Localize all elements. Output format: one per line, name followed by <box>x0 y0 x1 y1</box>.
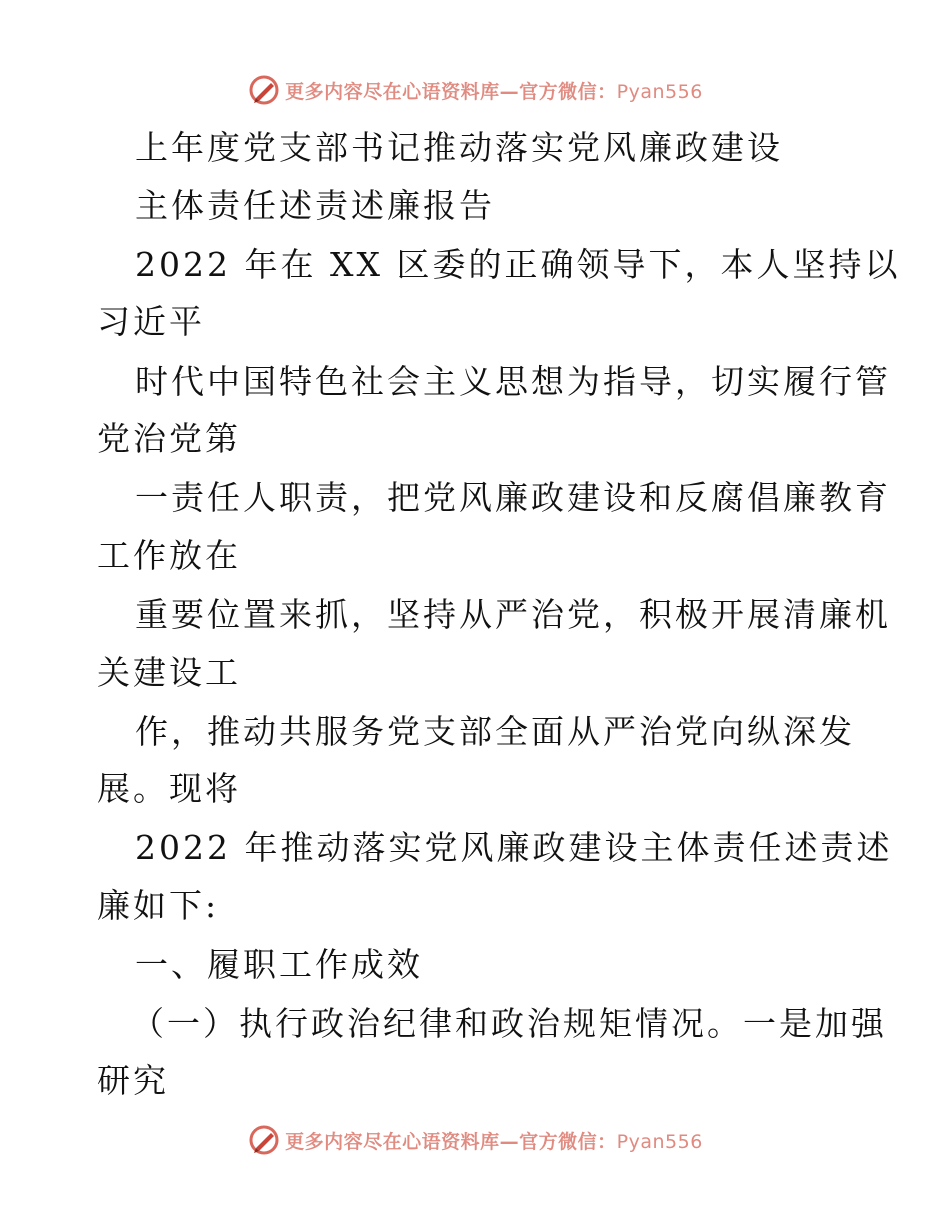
watermark-header <box>0 70 950 110</box>
body-line: 展。现将 <box>97 769 241 808</box>
watermark-text: 更多内容尽在心语资料库—官方微信：Pyan556 <box>285 80 703 103</box>
body-line: 重要位置来抓，坚持从严治党，积极开展清廉机 <box>135 595 891 634</box>
document-title-line-2: 主体责任述责述廉报告 <box>135 186 495 225</box>
body-line: 关建设工 <box>97 653 241 692</box>
subsection-heading: （一）执行政治纪律和政治规矩情况。一是加强 <box>131 1004 887 1043</box>
body-line: 工作放在 <box>97 536 241 575</box>
body-line: 2022 年推动落实党风廉政建设主体责任述责述 <box>135 828 893 867</box>
body-line: 2022 年在 XX 区委的正确领导下，本人坚持以 <box>135 245 901 284</box>
body-line: 党治党第 <box>97 419 241 458</box>
pen-seal-icon <box>247 73 281 107</box>
body-line: 研究 <box>97 1061 169 1100</box>
body-line: 廉如下: <box>97 886 220 925</box>
body-line: 一责任人职责，把党风廉政建设和反腐倡廉教育 <box>135 478 891 517</box>
body-line: 作，推动共服务党支部全面从严治党向纵深发 <box>135 712 855 751</box>
body-line: 时代中国特色社会主义思想为指导，切实履行管 <box>135 362 891 401</box>
body-line: 习近平 <box>97 302 205 341</box>
pen-seal-icon <box>247 1123 281 1157</box>
section-heading: 一、履职工作成效 <box>135 945 423 984</box>
watermark-footer <box>0 1120 950 1160</box>
watermark-text: 更多内容尽在心语资料库—官方微信：Pyan556 <box>285 1130 703 1153</box>
document-title-line-1: 上年度党支部书记推动落实党风廉政建设 <box>135 128 783 167</box>
